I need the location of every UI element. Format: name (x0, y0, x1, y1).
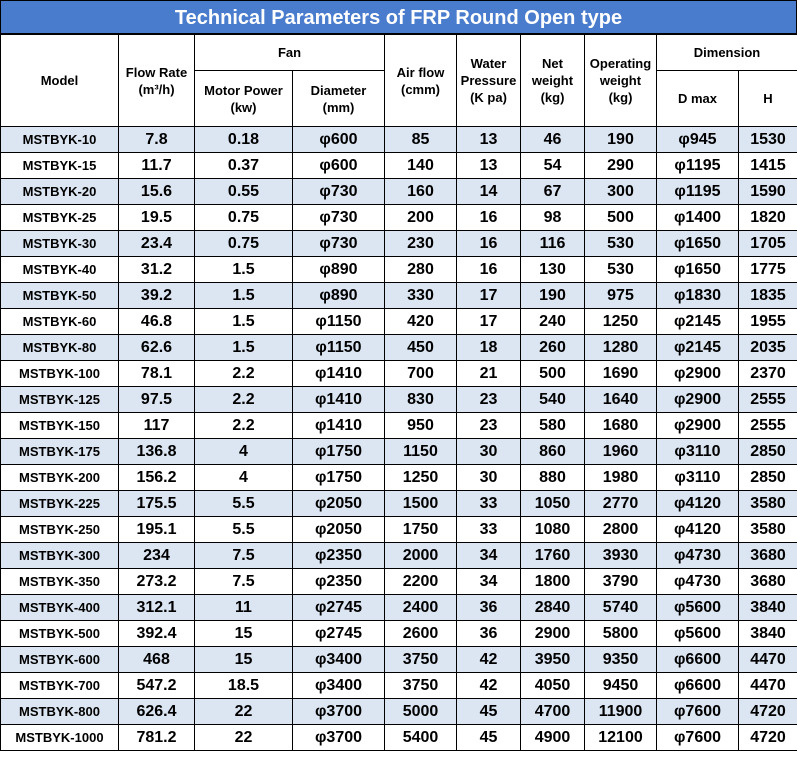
header-water-pressure-line1: Water (470, 56, 507, 71)
cell-net-weight: 1760 (521, 543, 585, 569)
cell-h: 1820 (739, 205, 797, 231)
cell-h: 2370 (739, 361, 797, 387)
cell-diameter: φ1410 (293, 361, 385, 387)
cell-d-max: φ5600 (657, 621, 739, 647)
table-row (1, 595, 797, 621)
cell-d-max: φ1195 (657, 179, 739, 205)
cell-air-flow: 1150 (385, 439, 457, 465)
cell-d-max: φ1650 (657, 231, 739, 257)
cell-water-pressure: 34 (457, 543, 521, 569)
cell-operating-weight: 2770 (585, 491, 657, 517)
cell-operating-weight: 530 (585, 231, 657, 257)
cell-d-max: φ6600 (657, 647, 739, 673)
cell-water-pressure: 42 (457, 647, 521, 673)
cell-flow-rate: 547.2 (119, 673, 195, 699)
cell-operating-weight: 1680 (585, 413, 657, 439)
table-row (1, 205, 797, 231)
cell-h: 4470 (739, 647, 797, 673)
cell-model: MSTBYK-20 (1, 179, 119, 205)
cell-operating-weight: 1250 (585, 309, 657, 335)
header-flow-rate (119, 35, 195, 127)
cell-flow-rate: 7.8 (119, 127, 195, 153)
cell-model: MSTBYK-400 (1, 595, 119, 621)
cell-motor-power: 5.5 (195, 491, 293, 517)
cell-motor-power: 2.2 (195, 413, 293, 439)
cell-net-weight: 540 (521, 387, 585, 413)
cell-diameter: φ1410 (293, 387, 385, 413)
cell-model: MSTBYK-175 (1, 439, 119, 465)
cell-water-pressure: 21 (457, 361, 521, 387)
cell-diameter: φ3400 (293, 647, 385, 673)
cell-operating-weight: 975 (585, 283, 657, 309)
table-row (1, 517, 797, 543)
header-d-max: D max (657, 71, 739, 127)
cell-net-weight: 580 (521, 413, 585, 439)
cell-motor-power: 7.5 (195, 543, 293, 569)
cell-net-weight: 500 (521, 361, 585, 387)
cell-model: MSTBYK-150 (1, 413, 119, 439)
cell-motor-power: 18.5 (195, 673, 293, 699)
cell-diameter: φ890 (293, 283, 385, 309)
cell-operating-weight: 3790 (585, 569, 657, 595)
cell-model: MSTBYK-350 (1, 569, 119, 595)
cell-diameter: φ2745 (293, 621, 385, 647)
cell-motor-power: 5.5 (195, 517, 293, 543)
cell-air-flow: 1500 (385, 491, 457, 517)
cell-air-flow: 3750 (385, 647, 457, 673)
cell-net-weight: 2840 (521, 595, 585, 621)
header-motor-power-unit: (kw) (230, 99, 257, 115)
cell-h: 4720 (739, 699, 797, 725)
cell-model: MSTBYK-10 (1, 127, 119, 153)
cell-air-flow: 420 (385, 309, 457, 335)
cell-h: 3680 (739, 569, 797, 595)
cell-h: 3840 (739, 621, 797, 647)
cell-model: MSTBYK-500 (1, 621, 119, 647)
cell-operating-weight: 1690 (585, 361, 657, 387)
header-air-flow (385, 35, 457, 127)
cell-motor-power: 1.5 (195, 257, 293, 283)
cell-model: MSTBYK-50 (1, 283, 119, 309)
cell-operating-weight: 1280 (585, 335, 657, 361)
table-row (1, 335, 797, 361)
cell-net-weight: 3950 (521, 647, 585, 673)
cell-water-pressure: 23 (457, 413, 521, 439)
header-operating-weight-unit: (kg) (608, 90, 633, 105)
cell-air-flow: 85 (385, 127, 457, 153)
cell-model: MSTBYK-225 (1, 491, 119, 517)
header-dimension: Dimension (657, 35, 797, 71)
cell-model: MSTBYK-800 (1, 699, 119, 725)
cell-net-weight: 1080 (521, 517, 585, 543)
cell-water-pressure: 18 (457, 335, 521, 361)
cell-air-flow: 1750 (385, 517, 457, 543)
header-water-pressure-unit: (K pa) (470, 90, 507, 105)
cell-water-pressure: 33 (457, 491, 521, 517)
cell-water-pressure: 16 (457, 231, 521, 257)
cell-water-pressure: 36 (457, 595, 521, 621)
cell-diameter: φ730 (293, 231, 385, 257)
cell-air-flow: 700 (385, 361, 457, 387)
header-net-weight-unit: (kg) (540, 90, 565, 105)
cell-flow-rate: 234 (119, 543, 195, 569)
cell-water-pressure: 14 (457, 179, 521, 205)
cell-flow-rate: 46.8 (119, 309, 195, 335)
header-flow-rate-label: Flow Rate (125, 64, 188, 80)
table-row (1, 413, 797, 439)
table-row (1, 621, 797, 647)
table-row (1, 465, 797, 491)
cell-operating-weight: 1640 (585, 387, 657, 413)
cell-h: 3840 (739, 595, 797, 621)
cell-water-pressure: 36 (457, 621, 521, 647)
cell-h: 1955 (739, 309, 797, 335)
cell-water-pressure: 17 (457, 283, 521, 309)
cell-diameter: φ2350 (293, 569, 385, 595)
table-row (1, 283, 797, 309)
cell-flow-rate: 23.4 (119, 231, 195, 257)
header-flow-rate-unit: (m³/h) (138, 81, 175, 97)
cell-operating-weight: 290 (585, 153, 657, 179)
cell-h: 1590 (739, 179, 797, 205)
cell-motor-power: 1.5 (195, 309, 293, 335)
cell-air-flow: 950 (385, 413, 457, 439)
cell-operating-weight: 11900 (585, 699, 657, 725)
header-net-weight-line2: weight (531, 73, 574, 88)
cell-net-weight: 54 (521, 153, 585, 179)
cell-diameter: φ1150 (293, 309, 385, 335)
table-row (1, 361, 797, 387)
cell-diameter: φ1750 (293, 439, 385, 465)
cell-model: MSTBYK-60 (1, 309, 119, 335)
cell-flow-rate: 39.2 (119, 283, 195, 309)
cell-net-weight: 130 (521, 257, 585, 283)
header-net-weight-line1: Net (542, 56, 563, 71)
cell-d-max: φ6600 (657, 673, 739, 699)
cell-d-max: φ4120 (657, 491, 739, 517)
cell-h: 1530 (739, 127, 797, 153)
cell-air-flow: 2200 (385, 569, 457, 595)
cell-air-flow: 450 (385, 335, 457, 361)
cell-net-weight: 98 (521, 205, 585, 231)
cell-air-flow: 160 (385, 179, 457, 205)
cell-air-flow: 5400 (385, 725, 457, 751)
cell-d-max: φ1650 (657, 257, 739, 283)
cell-net-weight: 67 (521, 179, 585, 205)
cell-motor-power: 1.5 (195, 283, 293, 309)
cell-motor-power: 2.2 (195, 387, 293, 413)
header-h: H (739, 71, 797, 127)
cell-operating-weight: 5740 (585, 595, 657, 621)
cell-diameter: φ2350 (293, 543, 385, 569)
cell-model: MSTBYK-25 (1, 205, 119, 231)
cell-net-weight: 116 (521, 231, 585, 257)
table-row (1, 543, 797, 569)
cell-motor-power: 0.75 (195, 231, 293, 257)
cell-flow-rate: 62.6 (119, 335, 195, 361)
cell-d-max: φ2900 (657, 361, 739, 387)
table-row (1, 179, 797, 205)
cell-flow-rate: 11.7 (119, 153, 195, 179)
table-row (1, 231, 797, 257)
cell-water-pressure: 13 (457, 153, 521, 179)
cell-d-max: φ1400 (657, 205, 739, 231)
cell-diameter: φ3400 (293, 673, 385, 699)
cell-h: 1835 (739, 283, 797, 309)
cell-motor-power: 2.2 (195, 361, 293, 387)
cell-model: MSTBYK-200 (1, 465, 119, 491)
cell-motor-power: 22 (195, 699, 293, 725)
cell-water-pressure: 17 (457, 309, 521, 335)
cell-d-max: φ1830 (657, 283, 739, 309)
cell-diameter: φ2050 (293, 517, 385, 543)
cell-h: 2850 (739, 465, 797, 491)
cell-net-weight: 240 (521, 309, 585, 335)
cell-motor-power: 1.5 (195, 335, 293, 361)
cell-operating-weight: 1960 (585, 439, 657, 465)
cell-motor-power: 4 (195, 465, 293, 491)
cell-d-max: φ3110 (657, 465, 739, 491)
cell-d-max: φ4730 (657, 543, 739, 569)
cell-d-max: φ1195 (657, 153, 739, 179)
cell-motor-power: 15 (195, 647, 293, 673)
cell-net-weight: 190 (521, 283, 585, 309)
header-operating-weight (585, 35, 657, 127)
cell-d-max: φ5600 (657, 595, 739, 621)
cell-model: MSTBYK-80 (1, 335, 119, 361)
cell-diameter: φ600 (293, 153, 385, 179)
table-row (1, 491, 797, 517)
cell-air-flow: 140 (385, 153, 457, 179)
cell-net-weight: 860 (521, 439, 585, 465)
cell-water-pressure: 45 (457, 699, 521, 725)
cell-model: MSTBYK-15 (1, 153, 119, 179)
table-row (1, 257, 797, 283)
cell-operating-weight: 3930 (585, 543, 657, 569)
cell-net-weight: 260 (521, 335, 585, 361)
cell-flow-rate: 117 (119, 413, 195, 439)
cell-h: 2555 (739, 387, 797, 413)
cell-model: MSTBYK-700 (1, 673, 119, 699)
cell-model: MSTBYK-40 (1, 257, 119, 283)
cell-flow-rate: 626.4 (119, 699, 195, 725)
cell-model: MSTBYK-125 (1, 387, 119, 413)
cell-model: MSTBYK-300 (1, 543, 119, 569)
cell-model: MSTBYK-250 (1, 517, 119, 543)
cell-water-pressure: 45 (457, 725, 521, 751)
table-row (1, 647, 797, 673)
cell-net-weight: 1050 (521, 491, 585, 517)
table-body (1, 127, 797, 751)
cell-air-flow: 230 (385, 231, 457, 257)
header-operating-weight-line1: Operating (589, 56, 652, 71)
header-air-flow-label: Air flow (396, 64, 445, 80)
table-row (1, 569, 797, 595)
cell-model: MSTBYK-30 (1, 231, 119, 257)
cell-h: 3580 (739, 517, 797, 543)
parameters-table (0, 34, 797, 751)
cell-h: 4720 (739, 725, 797, 751)
cell-flow-rate: 312.1 (119, 595, 195, 621)
cell-air-flow: 330 (385, 283, 457, 309)
cell-water-pressure: 23 (457, 387, 521, 413)
cell-d-max: φ7600 (657, 725, 739, 751)
cell-d-max: φ4730 (657, 569, 739, 595)
cell-diameter: φ1150 (293, 335, 385, 361)
cell-d-max: φ2145 (657, 309, 739, 335)
header-water-pressure (457, 35, 521, 127)
cell-flow-rate: 273.2 (119, 569, 195, 595)
cell-h: 2555 (739, 413, 797, 439)
cell-model: MSTBYK-600 (1, 647, 119, 673)
cell-motor-power: 4 (195, 439, 293, 465)
cell-water-pressure: 30 (457, 439, 521, 465)
cell-diameter: φ3700 (293, 699, 385, 725)
cell-operating-weight: 12100 (585, 725, 657, 751)
cell-flow-rate: 156.2 (119, 465, 195, 491)
cell-d-max: φ945 (657, 127, 739, 153)
header-model: Model (1, 35, 119, 127)
header-diameter-label: Diameter (310, 82, 367, 98)
cell-flow-rate: 97.5 (119, 387, 195, 413)
cell-air-flow: 3750 (385, 673, 457, 699)
cell-net-weight: 2900 (521, 621, 585, 647)
cell-net-weight: 4900 (521, 725, 585, 751)
cell-net-weight: 1800 (521, 569, 585, 595)
header-diameter (293, 71, 385, 127)
cell-water-pressure: 13 (457, 127, 521, 153)
header-air-flow-unit: (cmm) (400, 81, 440, 97)
table-row (1, 387, 797, 413)
cell-d-max: φ7600 (657, 699, 739, 725)
cell-net-weight: 46 (521, 127, 585, 153)
header-motor-power (195, 71, 293, 127)
cell-air-flow: 5000 (385, 699, 457, 725)
cell-air-flow: 280 (385, 257, 457, 283)
cell-net-weight: 4700 (521, 699, 585, 725)
cell-flow-rate: 468 (119, 647, 195, 673)
cell-d-max: φ2145 (657, 335, 739, 361)
cell-operating-weight: 1980 (585, 465, 657, 491)
cell-diameter: φ2745 (293, 595, 385, 621)
cell-motor-power: 0.55 (195, 179, 293, 205)
table-row (1, 673, 797, 699)
cell-model: MSTBYK-1000 (1, 725, 119, 751)
cell-motor-power: 11 (195, 595, 293, 621)
cell-water-pressure: 16 (457, 205, 521, 231)
cell-air-flow: 2600 (385, 621, 457, 647)
cell-flow-rate: 175.5 (119, 491, 195, 517)
cell-d-max: φ4120 (657, 517, 739, 543)
cell-diameter: φ600 (293, 127, 385, 153)
cell-motor-power: 15 (195, 621, 293, 647)
cell-air-flow: 1250 (385, 465, 457, 491)
table-row (1, 127, 797, 153)
cell-h: 2850 (739, 439, 797, 465)
table-row (1, 699, 797, 725)
cell-h: 1775 (739, 257, 797, 283)
cell-d-max: φ3110 (657, 439, 739, 465)
cell-operating-weight: 530 (585, 257, 657, 283)
cell-air-flow: 830 (385, 387, 457, 413)
cell-flow-rate: 195.1 (119, 517, 195, 543)
cell-motor-power: 0.75 (195, 205, 293, 231)
cell-d-max: φ2900 (657, 387, 739, 413)
header-motor-power-label: Motor Power (204, 82, 283, 98)
cell-net-weight: 880 (521, 465, 585, 491)
table-row (1, 153, 797, 179)
cell-motor-power: 0.37 (195, 153, 293, 179)
cell-flow-rate: 15.6 (119, 179, 195, 205)
cell-air-flow: 200 (385, 205, 457, 231)
cell-water-pressure: 33 (457, 517, 521, 543)
cell-diameter: φ3700 (293, 725, 385, 751)
cell-flow-rate: 781.2 (119, 725, 195, 751)
cell-water-pressure: 42 (457, 673, 521, 699)
cell-flow-rate: 78.1 (119, 361, 195, 387)
cell-h: 1705 (739, 231, 797, 257)
table-header (1, 35, 797, 127)
cell-diameter: φ730 (293, 179, 385, 205)
table-row (1, 725, 797, 751)
cell-operating-weight: 190 (585, 127, 657, 153)
cell-flow-rate: 136.8 (119, 439, 195, 465)
cell-flow-rate: 392.4 (119, 621, 195, 647)
table-row (1, 439, 797, 465)
table-row (1, 309, 797, 335)
header-water-pressure-line2: Pressure (460, 73, 517, 88)
cell-diameter: φ730 (293, 205, 385, 231)
cell-net-weight: 4050 (521, 673, 585, 699)
cell-air-flow: 2000 (385, 543, 457, 569)
cell-diameter: φ2050 (293, 491, 385, 517)
header-diameter-unit: (mm) (322, 99, 355, 115)
cell-water-pressure: 34 (457, 569, 521, 595)
cell-h: 1415 (739, 153, 797, 179)
cell-h: 2035 (739, 335, 797, 361)
cell-motor-power: 7.5 (195, 569, 293, 595)
cell-motor-power: 0.18 (195, 127, 293, 153)
cell-diameter: φ1410 (293, 413, 385, 439)
cell-h: 3680 (739, 543, 797, 569)
cell-operating-weight: 2800 (585, 517, 657, 543)
cell-water-pressure: 30 (457, 465, 521, 491)
cell-flow-rate: 31.2 (119, 257, 195, 283)
header-fan: Fan (195, 35, 385, 71)
cell-model: MSTBYK-100 (1, 361, 119, 387)
cell-operating-weight: 9450 (585, 673, 657, 699)
cell-motor-power: 22 (195, 725, 293, 751)
cell-water-pressure: 16 (457, 257, 521, 283)
cell-h: 3580 (739, 491, 797, 517)
cell-diameter: φ890 (293, 257, 385, 283)
header-net-weight (521, 35, 585, 127)
table-title: Technical Parameters of FRP Round Open type (0, 0, 797, 34)
cell-operating-weight: 9350 (585, 647, 657, 673)
cell-operating-weight: 5800 (585, 621, 657, 647)
header-operating-weight-line2: weight (599, 73, 642, 88)
cell-h: 4470 (739, 673, 797, 699)
cell-flow-rate: 19.5 (119, 205, 195, 231)
cell-operating-weight: 300 (585, 179, 657, 205)
cell-operating-weight: 500 (585, 205, 657, 231)
cell-air-flow: 2400 (385, 595, 457, 621)
cell-diameter: φ1750 (293, 465, 385, 491)
cell-d-max: φ2900 (657, 413, 739, 439)
